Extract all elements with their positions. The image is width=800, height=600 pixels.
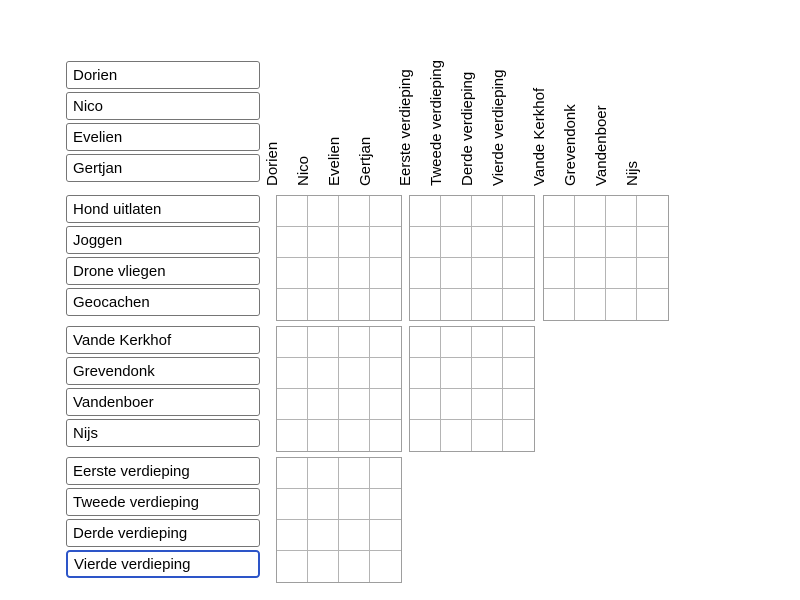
grid-cell[interactable] <box>575 196 606 227</box>
label-input-geocachen[interactable] <box>66 288 260 316</box>
grid-cell[interactable] <box>370 389 401 420</box>
label-input-vandenboer[interactable] <box>66 388 260 416</box>
grid-cell[interactable] <box>637 289 668 320</box>
label-input-eerste-verdieping[interactable] <box>66 457 260 485</box>
grid-cell[interactable] <box>370 227 401 258</box>
label-input-vierde-verdieping[interactable] <box>66 550 260 578</box>
grid-cell[interactable] <box>503 420 534 451</box>
label-input-gertjan[interactable] <box>66 154 260 182</box>
grid-cell[interactable] <box>308 551 339 582</box>
grid-cell[interactable] <box>277 551 308 582</box>
grid-cell[interactable] <box>606 258 637 289</box>
grid-cell[interactable] <box>308 420 339 451</box>
label-input-grevendonk[interactable] <box>66 357 260 385</box>
grid-cell[interactable] <box>575 258 606 289</box>
grid-cell[interactable] <box>441 289 472 320</box>
grid-block-activities-surnames <box>543 195 669 321</box>
grid-cell[interactable] <box>308 489 339 520</box>
label-input-drone-vliegen[interactable] <box>66 257 260 285</box>
grid-cell[interactable] <box>441 258 472 289</box>
grid-cell[interactable] <box>472 358 503 389</box>
grid-cell[interactable] <box>472 196 503 227</box>
grid-cell[interactable] <box>308 389 339 420</box>
grid-cell[interactable] <box>472 289 503 320</box>
grid-cell[interactable] <box>472 420 503 451</box>
grid-cell[interactable] <box>472 389 503 420</box>
col-header-tweede-verdieping: Tweede verdieping <box>428 60 445 186</box>
grid-cell[interactable] <box>308 520 339 551</box>
grid-cell[interactable] <box>410 258 441 289</box>
grid-cell[interactable] <box>637 196 668 227</box>
grid-block-activities-names <box>276 195 402 321</box>
grid-cell[interactable] <box>441 227 472 258</box>
grid-cell[interactable] <box>370 196 401 227</box>
grid-cell[interactable] <box>339 389 370 420</box>
col-header-vierde-verdieping: Vierde verdieping <box>490 69 507 186</box>
grid-cell[interactable] <box>575 289 606 320</box>
grid-block-surnames-floors <box>409 326 535 452</box>
grid-cell[interactable] <box>606 196 637 227</box>
grid-cell[interactable] <box>370 327 401 358</box>
grid-block-floors-names <box>276 457 402 583</box>
label-input-tweede-verdieping[interactable] <box>66 488 260 516</box>
grid-cell[interactable] <box>472 227 503 258</box>
grid-cell[interactable] <box>370 420 401 451</box>
grid-cell[interactable] <box>277 489 308 520</box>
col-header-vande-kerkhof: Vande Kerkhof <box>531 87 548 186</box>
grid-cell[interactable] <box>606 227 637 258</box>
grid-cell[interactable] <box>575 227 606 258</box>
grid-cell[interactable] <box>308 196 339 227</box>
grid-cell[interactable] <box>277 458 308 489</box>
grid-cell[interactable] <box>339 458 370 489</box>
grid-cell[interactable] <box>370 258 401 289</box>
grid-cell[interactable] <box>370 358 401 389</box>
col-header-grevendonk: Grevendonk <box>562 104 579 186</box>
grid-cell[interactable] <box>308 358 339 389</box>
grid-block-surnames-names <box>276 326 402 452</box>
grid-cell[interactable] <box>370 551 401 582</box>
col-header-nico: Nico <box>295 155 312 186</box>
grid-cell[interactable] <box>277 358 308 389</box>
col-header-derde-verdieping: Derde verdieping <box>459 71 476 186</box>
grid-cell[interactable] <box>410 420 441 451</box>
grid-cell[interactable] <box>503 227 534 258</box>
grid-cell[interactable] <box>308 327 339 358</box>
grid-cell[interactable] <box>277 258 308 289</box>
grid-cell[interactable] <box>503 358 534 389</box>
grid-cell[interactable] <box>441 196 472 227</box>
grid-cell[interactable] <box>370 289 401 320</box>
grid-cell[interactable] <box>277 327 308 358</box>
grid-cell[interactable] <box>308 289 339 320</box>
grid-cell[interactable] <box>637 258 668 289</box>
grid-cell[interactable] <box>410 358 441 389</box>
grid-cell[interactable] <box>308 458 339 489</box>
grid-cell[interactable] <box>308 258 339 289</box>
grid-cell[interactable] <box>606 289 637 320</box>
label-input-evelien[interactable] <box>66 123 260 151</box>
grid-cell[interactable] <box>441 420 472 451</box>
grid-cell[interactable] <box>472 327 503 358</box>
grid-cell[interactable] <box>441 327 472 358</box>
grid-cell[interactable] <box>339 227 370 258</box>
grid-cell[interactable] <box>503 289 534 320</box>
grid-cell[interactable] <box>370 520 401 551</box>
label-input-joggen[interactable] <box>66 226 260 254</box>
col-header-gertjan: Gertjan <box>357 136 374 186</box>
grid-cell[interactable] <box>339 258 370 289</box>
grid-cell[interactable] <box>339 358 370 389</box>
grid-cell[interactable] <box>544 196 575 227</box>
grid-cell[interactable] <box>308 227 339 258</box>
grid-cell[interactable] <box>410 389 441 420</box>
grid-cell[interactable] <box>339 551 370 582</box>
grid-cell[interactable] <box>410 196 441 227</box>
label-input-dorien[interactable] <box>66 61 260 89</box>
grid-cell[interactable] <box>637 227 668 258</box>
label-input-nico[interactable] <box>66 92 260 120</box>
grid-cell[interactable] <box>277 227 308 258</box>
grid-cell[interactable] <box>410 327 441 358</box>
label-input-hond-uitlaten[interactable] <box>66 195 260 223</box>
grid-cell[interactable] <box>472 258 503 289</box>
grid-cell[interactable] <box>441 358 472 389</box>
grid-cell[interactable] <box>277 389 308 420</box>
grid-cell[interactable] <box>441 389 472 420</box>
grid-cell[interactable] <box>503 196 534 227</box>
grid-cell[interactable] <box>339 520 370 551</box>
col-header-nijs: Nijs <box>624 161 641 186</box>
col-header-eerste-verdieping: Eerste verdieping <box>397 69 414 186</box>
grid-cell[interactable] <box>277 196 308 227</box>
grid-cell[interactable] <box>544 289 575 320</box>
grid-cell[interactable] <box>370 489 401 520</box>
grid-cell[interactable] <box>503 389 534 420</box>
grid-cell[interactable] <box>277 420 308 451</box>
grid-cell[interactable] <box>503 327 534 358</box>
grid-block-activities-floors <box>409 195 535 321</box>
grid-cell[interactable] <box>339 196 370 227</box>
grid-cell[interactable] <box>370 458 401 489</box>
grid-cell[interactable] <box>277 289 308 320</box>
grid-cell[interactable] <box>339 289 370 320</box>
grid-cell[interactable] <box>410 227 441 258</box>
grid-cell[interactable] <box>277 520 308 551</box>
grid-cell[interactable] <box>544 258 575 289</box>
grid-cell[interactable] <box>410 289 441 320</box>
label-input-vande-kerkhof[interactable] <box>66 326 260 354</box>
grid-cell[interactable] <box>339 327 370 358</box>
label-input-derde-verdieping[interactable] <box>66 519 260 547</box>
grid-cell[interactable] <box>339 489 370 520</box>
col-header-evelien: Evelien <box>326 136 343 186</box>
grid-cell[interactable] <box>339 420 370 451</box>
grid-cell[interactable] <box>544 227 575 258</box>
col-header-vandenboer: Vandenboer <box>593 105 610 186</box>
grid-cell[interactable] <box>503 258 534 289</box>
label-input-nijs[interactable] <box>66 419 260 447</box>
col-header-dorien: Dorien <box>264 141 281 186</box>
